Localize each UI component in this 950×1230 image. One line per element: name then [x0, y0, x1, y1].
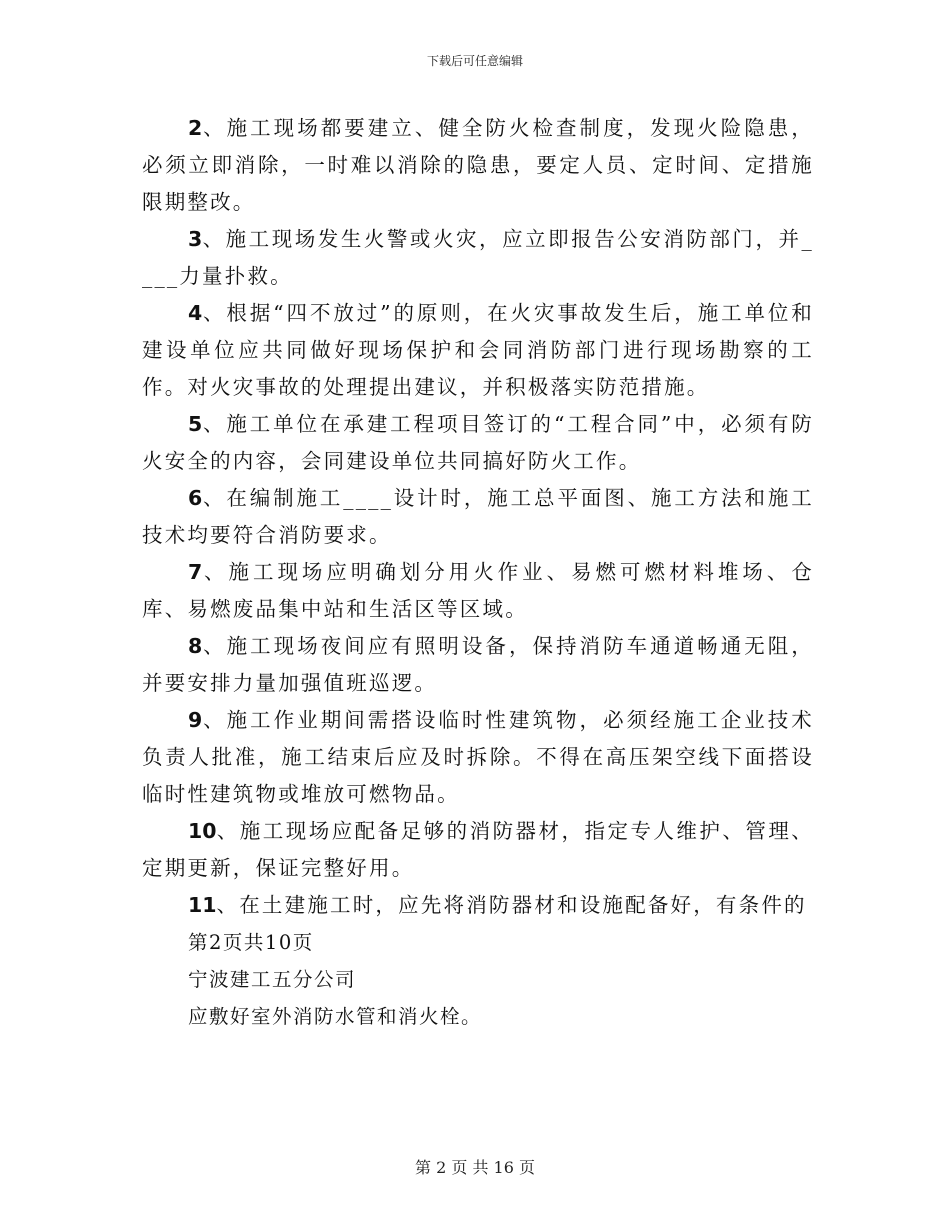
company-name: 宁波建工五分公司 [188, 968, 357, 991]
list-item [142, 554, 814, 628]
item-text: 、施工现场应明确划分用火作业、易燃可燃材料堆场、仓库、易燃废品集中站和生活区等区域。 [142, 560, 814, 621]
list-item [142, 702, 814, 813]
page-header: 下载后可任意编辑 [426, 54, 523, 68]
item-text: 、施工现场发生火警或火灾，应立即报告公安消防部门，并____力量扑救。 [142, 227, 814, 288]
list-item [142, 110, 814, 221]
document-body [142, 110, 814, 1035]
item-number: 9 [188, 708, 203, 732]
item-number: 5 [188, 412, 203, 436]
item-text: 、在土建施工时，应先将消防器材和设施配备好，有条件的 [216, 893, 807, 917]
continuation-text: 应敷好室外消防水管和消火栓。 [188, 1005, 483, 1028]
item-number: 4 [188, 301, 203, 325]
item-text: 、根据“四不放过”的原则，在火灾事故发生后，施工单位和建设单位应共同做好现场保护和会同消防部门进行现场勘察的工作。对火灾事故的处理提出建议，并积极落实防范措施。 [142, 301, 814, 399]
item-text: 、在编制施工____设计时，施工总平面图、施工方法和施工技术均要符合消防要求。 [142, 486, 814, 547]
list-item [142, 295, 814, 406]
item-number: 7 [188, 560, 203, 584]
item-number: 8 [188, 634, 203, 658]
list-item [142, 480, 814, 554]
list-item [142, 406, 814, 480]
list-item [142, 221, 814, 295]
item-text: 、施工现场夜间应有照明设备，保持消防车通道畅通无阻，并要安排力量加强值班巡逻。 [142, 634, 814, 695]
item-text: 、施工单位在承建工程项目签订的“工程合同”中，必须有防火安全的内容，会同建设单位共同搞好防火工作。 [142, 412, 814, 473]
list-item [142, 628, 814, 702]
item-text: 、施工现场应配备足够的消防器材，指定专人维护、管理、定期更新，保证完整好用。 [142, 819, 814, 880]
inline-page-number: 第2页共10页 [188, 931, 314, 954]
item-number: 3 [188, 227, 203, 251]
item-number: 11 [188, 893, 217, 917]
list-item [142, 887, 814, 924]
item-number: 10 [188, 819, 217, 843]
list-item [142, 813, 814, 887]
item-text: 、施工现场都要建立、健全防火检查制度，发现火险隐患，必须立即消除，一时难以消除的隐患，要定人员、定时间、定措施限期整改。 [142, 116, 814, 214]
item-text: 、施工作业期间需搭设临时性建筑物，必须经施工企业技术负责人批准，施工结束后应及时拆除。不得在高压架空线下面搭设临时性建筑物或堆放可燃物品。 [142, 708, 814, 806]
item-number: 6 [188, 486, 203, 510]
page-footer: 第 2 页 共 16 页 [415, 1158, 535, 1177]
item-number: 2 [188, 116, 203, 140]
